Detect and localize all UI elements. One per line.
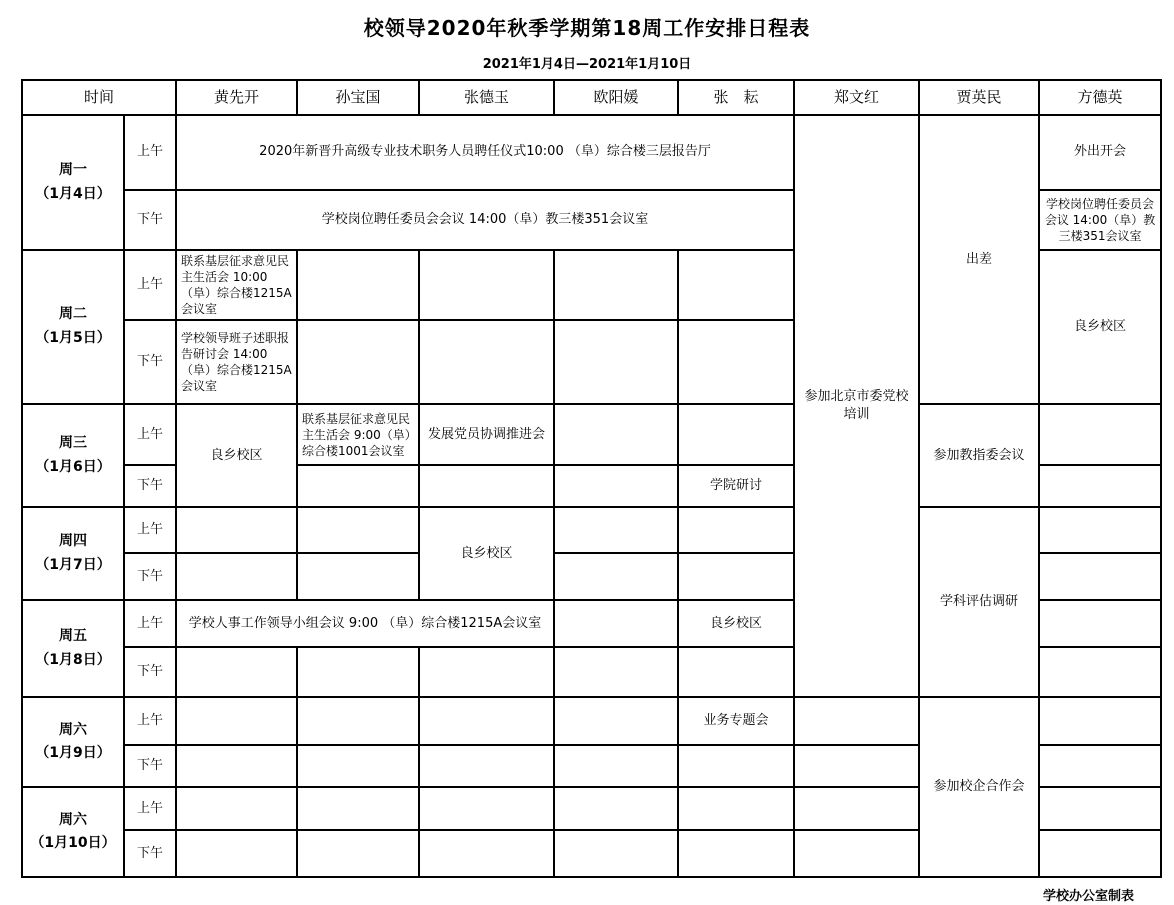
empty-cell [794, 745, 919, 787]
empty-cell [176, 830, 297, 877]
empty-cell [176, 507, 297, 553]
weekly-schedule-table [21, 79, 1162, 878]
header-leader-huangxiankai: 黄先开 [176, 80, 297, 115]
day-name: 周六 [59, 721, 87, 738]
cell-fang-tue-campus: 良乡校区 [1039, 250, 1161, 404]
empty-cell [554, 465, 678, 507]
empty-cell [1039, 553, 1161, 600]
empty-cell [1039, 404, 1161, 465]
empty-cell [419, 697, 554, 745]
empty-cell [297, 745, 419, 787]
ampm-label: 上午 [124, 115, 176, 190]
ampm-label: 下午 [124, 830, 176, 877]
cell-zhangdy-thu-campus: 良乡校区 [419, 507, 554, 600]
cell-zhangyun-wed-pm: 学院研讨 [678, 465, 794, 507]
cell-zheng-training: 参加北京市委党校培训 [794, 115, 919, 697]
empty-cell [297, 647, 419, 697]
empty-cell [554, 553, 678, 600]
header-leader-zhengwenhong: 郑文红 [794, 80, 919, 115]
empty-cell [1039, 745, 1161, 787]
ampm-label: 下午 [124, 647, 176, 697]
cell-sun-wed-am: 联系基层征求意见民主生活会 9:00（阜）综合楼1001会议室 [297, 404, 419, 465]
empty-cell [297, 250, 419, 320]
empty-cell [1039, 600, 1161, 647]
empty-cell [554, 697, 678, 745]
empty-cell [297, 787, 419, 830]
day-name: 周四 [59, 533, 87, 550]
empty-cell [678, 320, 794, 404]
day-name: 周二 [59, 306, 87, 323]
cell-jia-business-trip: 出差 [919, 115, 1039, 404]
empty-cell [678, 404, 794, 465]
empty-cell [794, 830, 919, 877]
ampm-label: 上午 [124, 600, 176, 647]
cell-jia-weekend-meeting: 参加校企合作会 [919, 697, 1039, 877]
empty-cell [419, 745, 554, 787]
ampm-label: 下午 [124, 320, 176, 404]
day-date: （1月10日） [30, 835, 116, 852]
day-name: 周五 [59, 628, 87, 645]
day-date: （1月8日） [35, 651, 111, 668]
ampm-label: 上午 [124, 250, 176, 320]
cell-fang-mon-pm: 学校岗位聘任委员会会议 14:00（阜）教三楼351会议室 [1039, 190, 1161, 250]
empty-cell [419, 320, 554, 404]
empty-cell [419, 787, 554, 830]
empty-cell [678, 250, 794, 320]
empty-cell [297, 320, 419, 404]
header-time: 时间 [22, 80, 176, 115]
day-label-wed [22, 404, 124, 507]
header-row [22, 80, 1161, 115]
ampm-label: 下午 [124, 745, 176, 787]
day-label-tue [22, 250, 124, 404]
cell-jia-discipline-review: 学科评估调研 [919, 507, 1039, 697]
ampm-label: 下午 [124, 465, 176, 507]
cell-zhangdy-wed-am: 发展党员协调推进会 [419, 404, 554, 465]
day-label-sat9 [22, 697, 124, 787]
empty-cell [297, 465, 419, 507]
ampm-label: 上午 [124, 787, 176, 830]
cell-fang-mon-am: 外出开会 [1039, 115, 1161, 190]
empty-cell [554, 830, 678, 877]
cell-mon-pm-joint-event: 学校岗位聘任委员会会议 14:00（阜）教三楼351会议室 [176, 190, 794, 250]
empty-cell [678, 745, 794, 787]
header-leader-jiayingmin: 贾英民 [919, 80, 1039, 115]
empty-cell [176, 745, 297, 787]
empty-cell [1039, 507, 1161, 553]
empty-cell [1039, 697, 1161, 745]
empty-cell [297, 507, 419, 553]
empty-cell [176, 647, 297, 697]
empty-cell [678, 830, 794, 877]
empty-cell [794, 787, 919, 830]
empty-cell [1039, 647, 1161, 697]
empty-cell [1039, 465, 1161, 507]
footer-credit: 学校办公室制表 [1042, 889, 1134, 905]
day-date: （1月5日） [35, 330, 111, 347]
empty-cell [678, 647, 794, 697]
day-label-fri [22, 600, 124, 697]
empty-cell [176, 787, 297, 830]
empty-cell [554, 647, 678, 697]
cell-huang-tue-pm: 学校领导班子述职报告研讨会 14:00（阜）综合楼1215A会议室 [176, 320, 297, 404]
day-date: （1月6日） [35, 458, 111, 475]
header-leader-ouyangyuan: 欧阳媛 [554, 80, 678, 115]
empty-cell [297, 697, 419, 745]
empty-cell [678, 553, 794, 600]
cell-huang-wed-campus: 良乡校区 [176, 404, 297, 507]
ampm-label: 下午 [124, 553, 176, 600]
day-label-mon [22, 115, 124, 250]
empty-cell [176, 553, 297, 600]
ampm-label: 上午 [124, 697, 176, 745]
header-leader-zhangyun: 张 耘 [678, 80, 794, 115]
row-sat-am [22, 697, 1161, 745]
empty-cell [1039, 830, 1161, 877]
empty-cell [419, 250, 554, 320]
empty-cell [794, 697, 919, 745]
cell-zhangyun-fri-campus: 良乡校区 [678, 600, 794, 647]
row-thu-am [22, 507, 1161, 553]
date-range-subtitle: 2021年1月4日—2021年1月10日 [482, 57, 692, 72]
empty-cell [678, 787, 794, 830]
cell-mon-am-joint-event: 2020年新晋升高级专业技术职务人员聘任仪式10:00 （阜）综合楼三层报告厅 [176, 115, 794, 190]
cell-jia-wed-meeting: 参加教指委会议 [919, 404, 1039, 507]
ampm-label: 下午 [124, 190, 176, 250]
empty-cell [554, 250, 678, 320]
day-date: （1月9日） [35, 745, 111, 762]
empty-cell [419, 465, 554, 507]
row-wed-am [22, 404, 1161, 465]
empty-cell [1039, 787, 1161, 830]
day-name: 周一 [59, 161, 87, 178]
empty-cell [297, 830, 419, 877]
empty-cell [419, 647, 554, 697]
day-label-sat10 [22, 787, 124, 877]
day-name: 周六 [59, 811, 87, 828]
day-name: 周三 [59, 435, 87, 452]
ampm-label: 上午 [124, 404, 176, 465]
empty-cell [554, 600, 678, 647]
page-title: 校领导2020年秋季学期第18周工作安排日程表 [363, 16, 811, 40]
header-leader-zhangdeyu: 张德玉 [419, 80, 554, 115]
header-leader-fangdeying: 方德英 [1039, 80, 1161, 115]
empty-cell [554, 404, 678, 465]
cell-zhangyun-sat-am: 业务专题会 [678, 697, 794, 745]
ampm-label: 上午 [124, 507, 176, 553]
empty-cell [678, 507, 794, 553]
day-label-thu [22, 507, 124, 600]
empty-cell [554, 320, 678, 404]
empty-cell [554, 787, 678, 830]
empty-cell [176, 697, 297, 745]
header-leader-sunbaoguo: 孙宝国 [297, 80, 419, 115]
row-mon-am [22, 115, 1161, 190]
empty-cell [554, 507, 678, 553]
day-date: （1月7日） [35, 556, 111, 573]
empty-cell [297, 553, 419, 600]
day-date: （1月4日） [35, 185, 111, 202]
empty-cell [419, 830, 554, 877]
empty-cell [554, 745, 678, 787]
cell-fri-am-joint-event: 学校人事工作领导小组会议 9:00 （阜）综合楼1215A会议室 [176, 600, 554, 647]
cell-huang-tue-am: 联系基层征求意见民主生活会 10:00（阜）综合楼1215A会议室 [176, 250, 297, 320]
